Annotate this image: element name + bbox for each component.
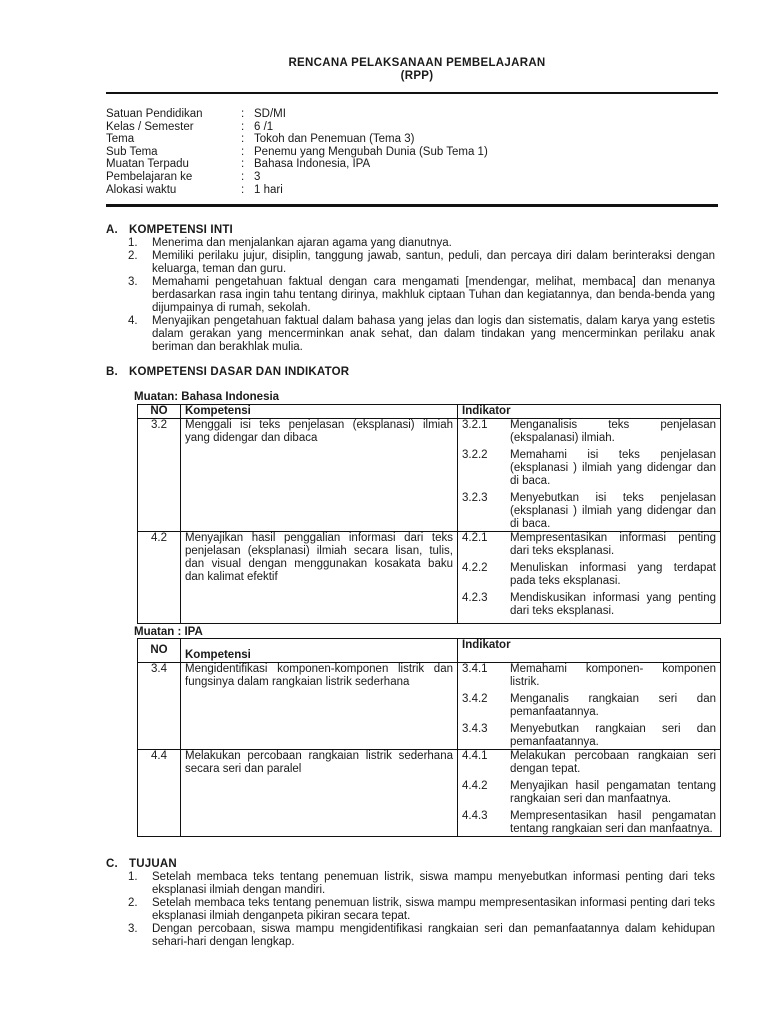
list-item (128, 315, 715, 354)
cell-kompetensi: Melakukan percobaan rangkaian listrik sederhana secara seri dan paralel (181, 750, 458, 837)
muatan-ipa: Muatan : IPA (134, 626, 203, 638)
item-text: Menyajikan pengetahuan faktual dalam bahasa yang jelas dan logis dan sistematis, dalam karya yang estetis dalam gerakan yang mencerminkan anak sehat, dan dalam tindakan yang mencerminkan perilaku anak beriman dan berakhlak mulia. (152, 315, 715, 353)
indikator-item (462, 562, 716, 588)
identity-value: 3 (254, 170, 261, 183)
section-title: KOMPETENSI DASAR DAN INDIKATOR (129, 366, 350, 378)
indikator-text: Melakukan percobaan rangkaian seri dengan tepat. (510, 750, 716, 775)
table-row (138, 663, 721, 750)
section-letter: C. (106, 858, 118, 870)
table-header-row (138, 639, 721, 663)
cell-kompetensi: Menggali isi teks penjelasan (eksplanasi) ilmiah yang didengar dan dibaca (181, 419, 458, 532)
section-letter: A. (106, 224, 118, 236)
indikator-code: 4.4.1 (462, 750, 488, 762)
indikator-code: 3.2.3 (462, 492, 488, 504)
document-title: RENCANA PELAKSANAAN PEMBELAJARAN (288, 57, 546, 69)
document-subtitle: (RPP) (400, 70, 434, 82)
cell-no: 4.2 (138, 532, 181, 624)
identity-label: Kelas / Semester (106, 120, 194, 133)
indikator-code: 4.2.3 (462, 592, 488, 604)
identity-value: SD/MI (254, 108, 286, 120)
list-item (128, 923, 715, 949)
indikator-code: 3.2.2 (462, 449, 488, 461)
indikator-text: Mendiskusikan informasi yang penting dari teks eksplanasi. (510, 592, 716, 617)
header-no: NO (138, 405, 181, 419)
cell-no: 3.4 (138, 663, 181, 750)
indikator-item (462, 592, 716, 618)
section-a-heading (106, 224, 233, 237)
header-kompetensi: Kompetensi (181, 405, 458, 419)
indikator-text: Menganalis rangkaian seri dan pemanfaatannya. (510, 693, 716, 718)
item-number: 2. (128, 897, 138, 909)
cell-indikator (458, 750, 721, 837)
section-b-heading (106, 366, 349, 379)
header-no: NO (138, 639, 181, 663)
indikator-item (462, 449, 716, 488)
list-item (128, 237, 715, 250)
cell-no: 3.2 (138, 419, 181, 532)
cell-indikator (458, 663, 721, 750)
identity-value: Penemu yang Mengubah Dunia (Sub Tema 1) (254, 145, 488, 158)
identity-colon: : (241, 158, 245, 171)
identity-divider (106, 204, 718, 207)
indikator-text: Mempresentasikan informasi penting dari teks eksplanasi. (510, 532, 716, 557)
section-title: TUJUAN (129, 858, 177, 870)
identity-value: 1 hari (254, 183, 283, 196)
indikator-item (462, 419, 716, 445)
indikator-item (462, 723, 716, 749)
header-indikator: Indikator (458, 405, 721, 419)
cell-no: 4.4 (138, 750, 181, 837)
item-number: 1. (128, 871, 138, 883)
identity-value: Tokoh dan Penemuan (Tema 3) (254, 133, 415, 146)
indikator-item (462, 750, 716, 776)
table-header-row (138, 405, 721, 419)
indikator-code: 3.2.1 (462, 419, 488, 431)
list-item (128, 897, 715, 923)
item-text: Setelah membaca teks tentang penemuan listrik, siswa mampu mempresentasikan informasi penting dari teks eksplanasi ilmiah denganpeta pikiran secara tepat. (152, 897, 715, 922)
identity-colon: : (241, 120, 245, 133)
item-number: 3. (128, 276, 138, 288)
indikator-text: Menuliskan informasi yang terdapat pada teks eksplanasi. (510, 562, 716, 587)
identity-colon: : (241, 145, 245, 158)
identity-label: Pembelajaran ke (106, 170, 193, 183)
section-c-heading (106, 858, 177, 871)
header-indikator: Indikator (458, 639, 721, 663)
header-kompetensi: Kompetensi (181, 639, 458, 663)
cell-kompetensi: Menyajikan hasil penggalian informasi dari teks penjelasan (eksplanasi) ilmiah secara lisan, tulis, dan visual dengan menggunakan kosakata baku dan kalimat efektif (181, 532, 458, 624)
section-title: KOMPETENSI INTI (129, 224, 233, 236)
section-letter: B. (106, 366, 118, 378)
indikator-text: Menyajikan hasil pengamatan tentang rangkaian seri dan manfaatnya. (510, 780, 716, 805)
indikator-code: 4.4.2 (462, 780, 488, 792)
item-text: Menerima dan menjalankan ajaran agama yang dianutnya. (152, 237, 452, 249)
item-text: Memiliki perilaku jujur, disiplin, tanggung jawab, santun, peduli, dan percaya diri dalam berinteraksi dengan keluarga, teman dan guru. (152, 250, 715, 275)
identity-colon: : (241, 133, 245, 146)
indikator-text: Menyebutkan rangkaian seri dan pemanfaatannya. (510, 723, 716, 748)
item-text: Dengan percobaan, siswa mampu mengidentifikasi rangkaian seri dan pemanfaatannya dalam kehidupan sehari-hari dengan lengkap. (152, 923, 715, 948)
indikator-code: 4.2.2 (462, 562, 488, 574)
indikator-item (462, 492, 716, 531)
muatan-bahasa-indonesia: Muatan: Bahasa Indonesia (134, 391, 280, 403)
cell-kompetensi: Mengidentifikasi komponen-komponen listrik dan fungsinya dalam rangkaian listrik sederhana (181, 663, 458, 750)
kompetensi-inti-list (128, 237, 715, 354)
identity-value: 6 /1 (254, 120, 274, 133)
identity-label: Muatan Terpadu (106, 158, 189, 171)
table-row (138, 532, 721, 624)
indikator-text: Menganalisis teks penjelasan (ekspalanasi) ilmiah. (510, 419, 716, 444)
top-divider (106, 92, 718, 94)
identity-label: Tema (106, 133, 135, 146)
identity-label: Alokasi waktu (106, 183, 177, 196)
list-item (128, 871, 715, 897)
indikator-text: Memahami isi teks penjelasan (eksplanasi ) ilmiah yang didengar dan di baca. (510, 449, 716, 487)
indikator-code: 4.4.3 (462, 810, 488, 822)
indikator-code: 3.4.1 (462, 663, 488, 675)
indikator-item (462, 663, 716, 689)
indikator-text: Menyebutkan isi teks penjelasan (eksplanasi ) ilmiah yang didengar dan di baca. (510, 492, 716, 530)
indikator-item (462, 780, 716, 806)
table-row (138, 419, 721, 532)
indikator-text: Mempresentasikan hasil pengamatan tentang rangkaian seri dan manfaatnya. (510, 810, 716, 835)
item-text: Setelah membaca teks tentang penemuan listrik, siswa mampu menyebutkan informasi penting dari teks eksplanasi ilmiah dengan mandiri. (152, 871, 715, 896)
identity-colon: : (241, 183, 245, 196)
indikator-item (462, 693, 716, 719)
item-number: 2. (128, 250, 138, 262)
indikator-code: 4.2.1 (462, 532, 488, 544)
table-bahasa-indonesia (137, 404, 721, 624)
indikator-item (462, 810, 716, 836)
identity-colon: : (241, 108, 245, 120)
identity-label: Sub Tema (106, 145, 158, 158)
identity-value: Bahasa Indonesia, IPA (254, 158, 371, 171)
indikator-text: Memahami komponen- komponen listrik. (510, 663, 716, 688)
identity-label: Satuan Pendidikan (106, 108, 203, 120)
table-row (138, 750, 721, 837)
identity-colon: : (241, 170, 245, 183)
indikator-code: 3.4.3 (462, 723, 488, 735)
indikator-item (462, 532, 716, 558)
tujuan-list (128, 871, 715, 949)
item-number: 1. (128, 237, 138, 249)
cell-indikator (458, 532, 721, 624)
list-item (128, 250, 715, 276)
item-number: 3. (128, 923, 138, 935)
indikator-code: 3.4.2 (462, 693, 488, 705)
item-number: 4. (128, 315, 138, 327)
cell-indikator (458, 419, 721, 532)
table-ipa (137, 638, 721, 837)
item-text: Memahami pengetahuan faktual dengan cara mengamati [mendengar, melihat, membaca] dan menanya berdasarkan rasa ingin tahu tentang dirinya, makhluk ciptaan Tuhan dan kegiatannya, dan benda-benda yang dijumpainya di rumah, sekolah. (152, 276, 715, 314)
list-item (128, 276, 715, 315)
